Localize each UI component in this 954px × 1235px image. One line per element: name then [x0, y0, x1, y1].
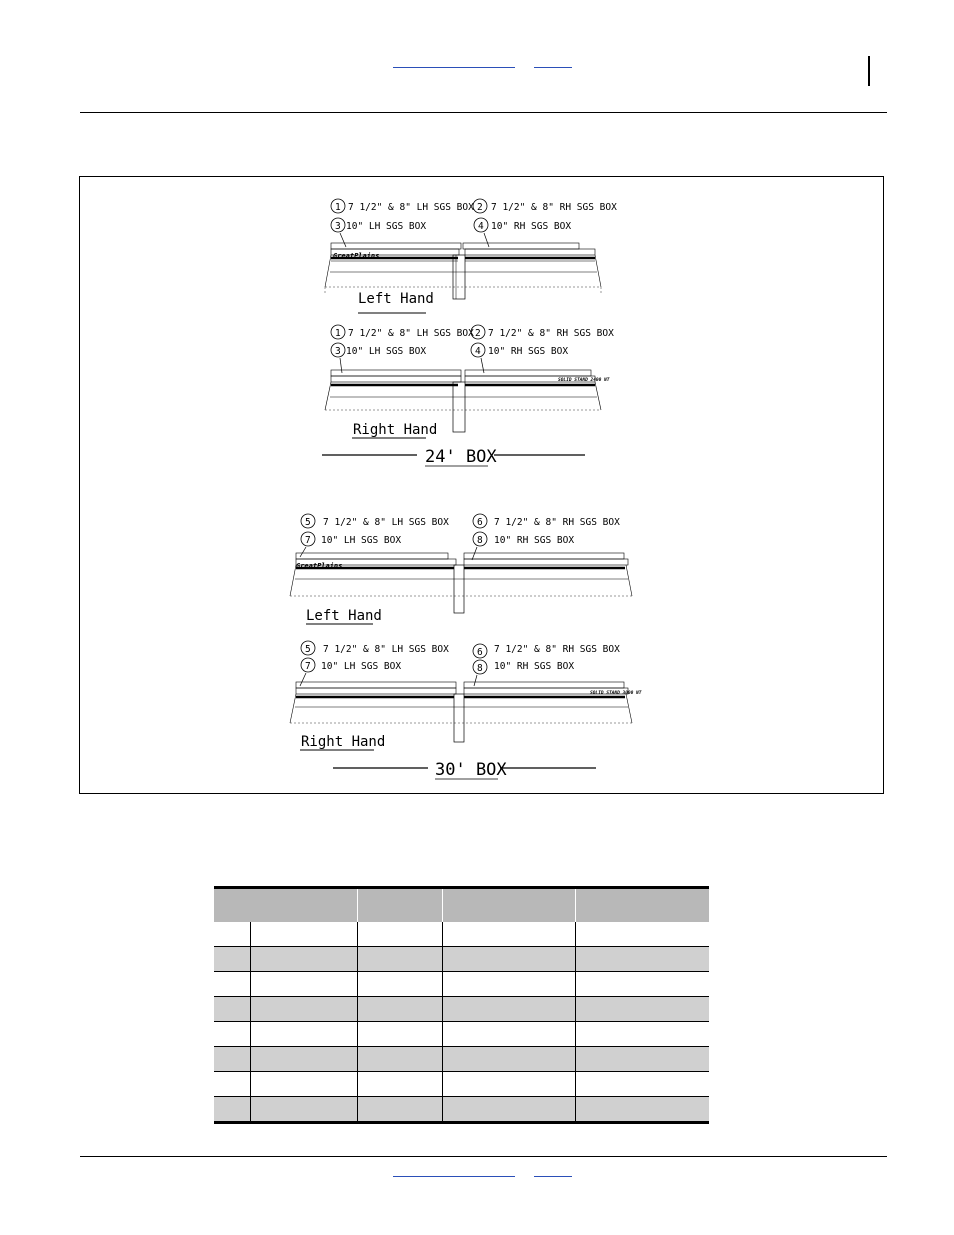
callout-number: 2 — [475, 328, 481, 339]
box30-left-hand-assembly — [290, 514, 632, 624]
callout-label-6: 7 1/2" & 8" RH SGS BOX — [494, 644, 620, 655]
table-row — [214, 1022, 709, 1047]
parts-table — [214, 886, 709, 1124]
callout-number: 4 — [475, 346, 481, 357]
box24-title: 24' BOX — [425, 447, 497, 467]
right-hand-caption: Right Hand — [353, 422, 438, 438]
great-plains-logo: GreatPlains — [333, 252, 380, 260]
table-header-row — [214, 888, 709, 923]
callout-label-2: 7 1/2" & 8" RH SGS BOX — [488, 328, 614, 339]
callout-number: 7 — [305, 535, 311, 546]
callout-label-5: 7 1/2" & 8" LH SGS BOX — [323, 644, 449, 655]
callout-label-3: 10" LH SGS BOX — [346, 346, 427, 357]
callout-label-5: 7 1/2" & 8" LH SGS BOX — [323, 517, 449, 528]
figure-frame — [79, 176, 884, 794]
callout-number: 1 — [335, 202, 341, 213]
callout-number: 1 — [335, 328, 341, 339]
callout-label-7: 10" LH SGS BOX — [321, 661, 402, 672]
callout-number: 8 — [477, 535, 483, 546]
great-plains-logo: GreatPlains — [296, 562, 343, 570]
callout-number: 8 — [477, 663, 483, 674]
table-header-cell — [575, 888, 709, 923]
callout-label-4: 10" RH SGS BOX — [491, 221, 572, 232]
callout-number: 7 — [305, 661, 311, 672]
callout-label-1: 7 1/2" & 8" LH SGS BOX — [348, 328, 474, 339]
table-row — [214, 972, 709, 997]
box30-right-hand-assembly — [290, 641, 642, 750]
table-row — [214, 922, 709, 947]
right-hand-caption: Right Hand — [301, 734, 386, 750]
solid-stand-decal: SOLID STAND 2400 NT — [558, 378, 610, 383]
callout-label-8: 10" RH SGS BOX — [494, 661, 575, 672]
table-row — [214, 997, 709, 1022]
table-row — [214, 1097, 709, 1123]
left-hand-caption: Left Hand — [306, 608, 382, 624]
table-row — [214, 1047, 709, 1072]
callout-number: 4 — [478, 221, 484, 232]
header-link-1[interactable] — [393, 67, 515, 68]
callout-number: 5 — [305, 644, 311, 655]
callout-label-6: 7 1/2" & 8" RH SGS BOX — [494, 517, 620, 528]
callout-number: 6 — [477, 517, 483, 528]
figure-drawing — [80, 177, 885, 795]
table-header-cell — [442, 888, 575, 923]
table-header-cell — [357, 888, 442, 923]
page-number-tick — [868, 56, 870, 86]
callout-number: 5 — [305, 517, 311, 528]
footer-link-1[interactable] — [393, 1176, 515, 1177]
header-link-2[interactable] — [534, 67, 572, 68]
left-hand-caption: Left Hand — [358, 291, 434, 307]
header-rule — [80, 112, 887, 113]
callout-number: 3 — [335, 346, 341, 357]
callout-label-3: 10" LH SGS BOX — [346, 221, 427, 232]
box24-right-hand-assembly — [325, 325, 614, 438]
callout-number: 2 — [477, 202, 483, 213]
callout-number: 6 — [477, 647, 483, 658]
table-row — [214, 1072, 709, 1097]
callout-label-7: 10" LH SGS BOX — [321, 535, 402, 546]
footer-rule — [80, 1156, 887, 1157]
solid-stand-decal: SOLID STAND 3000 NT — [590, 691, 642, 696]
table-row — [214, 947, 709, 972]
callout-label-2: 7 1/2" & 8" RH SGS BOX — [491, 202, 617, 213]
callout-label-8: 10" RH SGS BOX — [494, 535, 575, 546]
box30-title: 30' BOX — [435, 760, 507, 780]
callout-label-1: 7 1/2" & 8" LH SGS BOX — [348, 202, 474, 213]
callout-label-4: 10" RH SGS BOX — [488, 346, 569, 357]
table-header-cell — [214, 888, 357, 923]
footer-link-2[interactable] — [534, 1176, 572, 1177]
callout-number: 3 — [335, 221, 341, 232]
box24-left-hand-assembly — [325, 199, 617, 313]
